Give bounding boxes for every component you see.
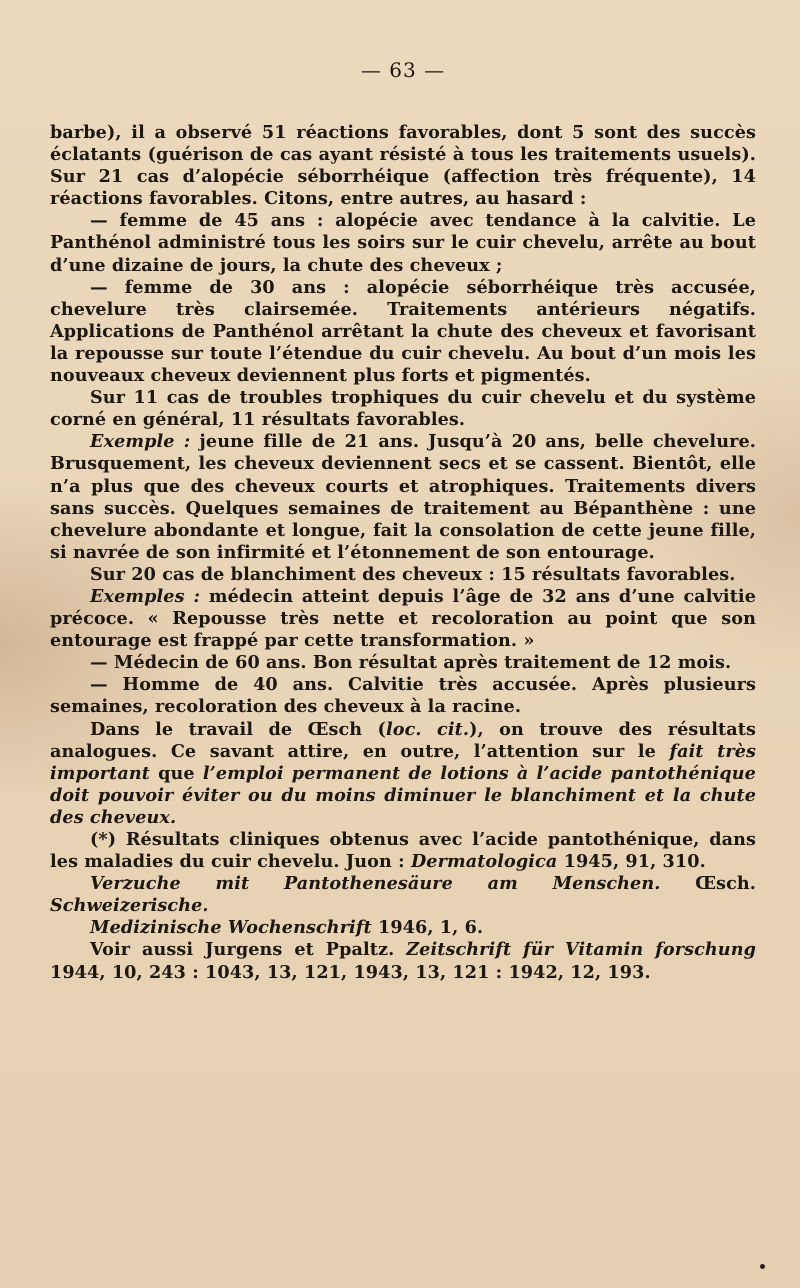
- reference-oesch-journal: Schweizerische.: [50, 895, 209, 917]
- reference-oesch-title: Verzuche mit Pantothenesäure am Menschen.: [90, 873, 661, 895]
- reference-jurgens: [50, 939, 756, 983]
- paragraph-examples: [50, 586, 756, 652]
- reference-wochenschrift-ref: 1946, 1, 6.: [371, 917, 484, 939]
- footnote-juon: [50, 829, 756, 873]
- oesch-loc-cit: loc. cit.: [386, 718, 470, 740]
- reference-oesch-author: Œsch.: [660, 873, 756, 895]
- oesch-emphasis-2: l’emploi permanent de lotions à l’acide pantothénique doit pouvoir éviter ou du moins diminuer le blanchiment et la chute des cheveux.: [50, 762, 756, 828]
- paragraph-whitening: Sur 20 cas de blanchiment des cheveux : 15 résultats favorables.: [90, 563, 736, 585]
- footnote-juon-text: (*) Résultats cliniques obtenus avec l’acide pantothénique, dans les maladies du cuir chevelu. Juon :: [50, 829, 756, 873]
- example-label: Exemple :: [90, 431, 191, 453]
- paragraph-case-man: — Homme de 40 ans. Calvitie très accusée. Après plusieurs semaines, recoloration des cheveux à la racine.: [50, 674, 756, 718]
- paragraph-trophic: Sur 11 cas de troubles trophiques du cuir chevelu et du système corné en général, 11 résultats favorables.: [50, 387, 756, 431]
- reference-wochenschrift-title: Medizinische Wochenschrift: [90, 917, 372, 939]
- reference-jurgens-journal: Zeitschrift für Vitamin forschung: [406, 939, 756, 961]
- oesch-text-a: Dans le travail de Œsch (: [90, 718, 386, 740]
- example-text: jeune fille de 21 ans. Jusqu’à 20 ans, belle chevelure. Brusquement, les cheveux deviennent secs et se cassent. Bientôt, elle n’a plus que des cheveux courts et atrophiques. Traitements divers sans succès. Quelques semaines de traitement au Bépanthène : une chevelure abondante et longue, fait la consolation de cette jeune fille, si navrée de son infirmité et l’étonnement de son entourage.: [50, 431, 756, 563]
- paragraph-case-2: — femme de 30 ans : alopécie séborrhéique très accusée, chevelure très clairsemée. Traitements antérieurs négatifs. Applications de Panthénol arrêtant la chute des cheveux et favorisant la repousse sur toute l’étendue du cuir chevelu. Au bout d’un mois les nouveaux cheveux deviennent plus forts et pigmentés.: [50, 276, 756, 387]
- examples-text: médecin atteint depuis l’âge de 32 ans d’une calvitie précoce. « Repousse très nette et recoloration au point que son entourage est frappé par cette transformation. »: [50, 585, 756, 652]
- reference-jurgens-ref: 1944, 10, 243 : 1043, 13, 121, 1943, 13, 121 : 1942, 12, 193.: [50, 961, 651, 983]
- oesch-text-c: que: [149, 762, 203, 784]
- reference-oesch: [50, 873, 756, 917]
- page-body: [50, 58, 756, 984]
- oesch-text-b: ), on trouve des résultats analogues. Ce savant attire, en outre, l’attention sur le: [50, 718, 757, 762]
- ink-dot: [760, 1264, 765, 1269]
- paragraph-oesch: [50, 719, 756, 829]
- page-number: — 63 —: [360, 58, 446, 82]
- reference-jurgens-text: Voir aussi Jurgens et Ppaltz.: [90, 939, 407, 961]
- paragraph-case-1: — femme de 45 ans : alopécie avec tendance à la calvitie. Le Panthénol administré tous les soirs sur le cuir chevelu, arrête au bout d’une dizaine de jours, la chute des cheveux ;: [50, 210, 756, 276]
- reference-wochenschrift: [50, 917, 756, 939]
- oesch-emphasis-1: fait très important: [50, 740, 756, 784]
- paragraph-1: barbe), il a observé 51 réactions favorables, dont 5 sont des succès éclatants (guérison de cas ayant résisté à tous les traitements usuels). Sur 21 cas d’alopécie séborrhéique (affection très fréquente), 14 réactions favorables. Citons, entre autres, au hasard :: [50, 122, 756, 210]
- footnote-juon-journal: Dermatologica: [410, 851, 558, 873]
- paragraph-example: [50, 431, 756, 564]
- examples-label: Exemples :: [90, 585, 201, 607]
- footnote-juon-ref: 1945, 91, 310.: [557, 851, 706, 873]
- paragraph-case-doctor: — Médecin de 60 ans. Bon résultat après traitement de 12 mois.: [90, 652, 732, 674]
